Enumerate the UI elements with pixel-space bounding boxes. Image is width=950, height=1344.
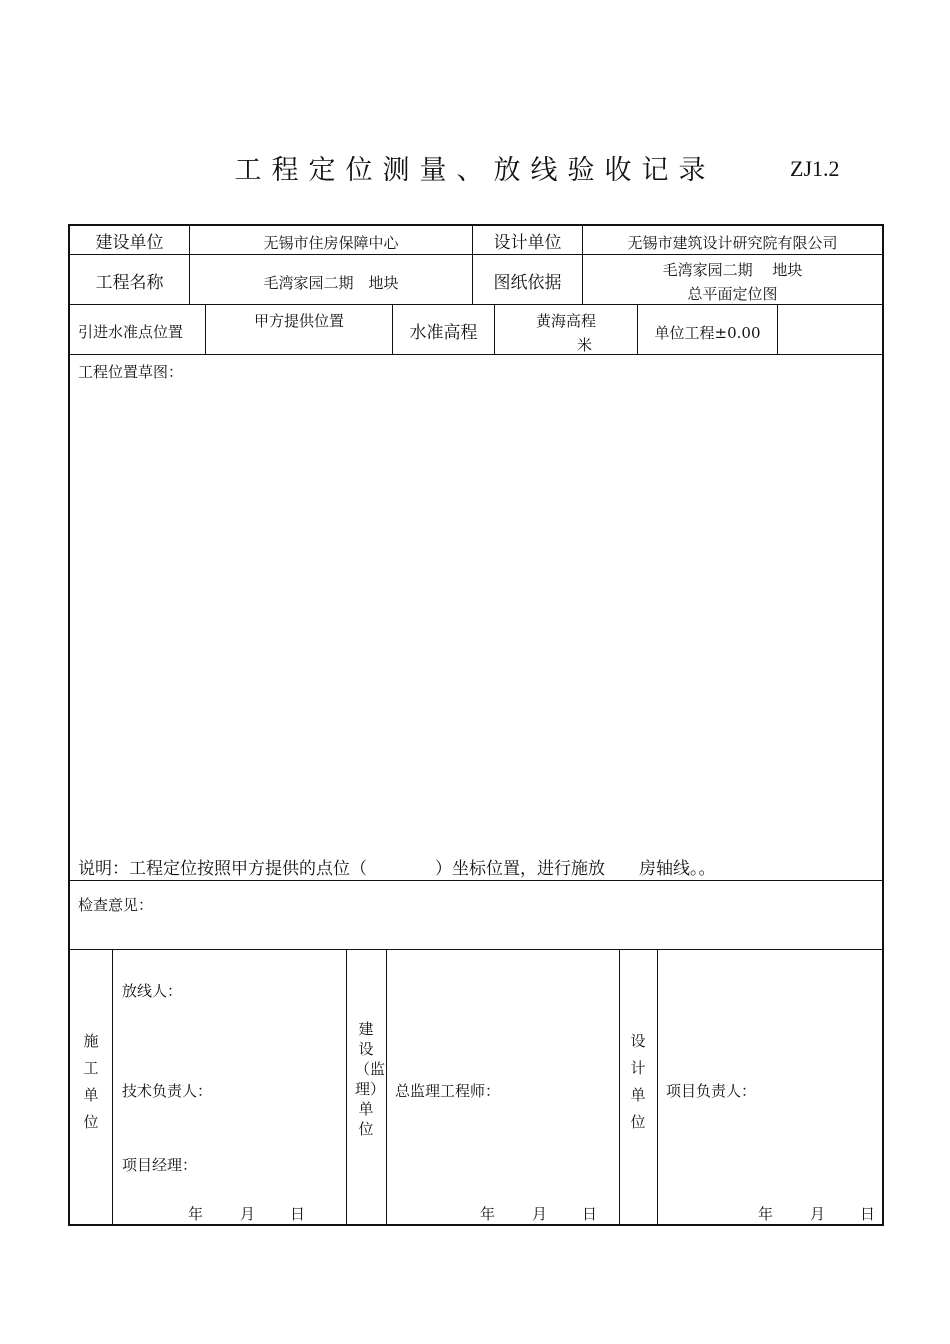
- col-divider: [619, 949, 620, 1224]
- client-value: 无锡市住房保障中心: [263, 234, 399, 252]
- benchmark-label: 引进水准点位置: [78, 323, 184, 341]
- record-form: [68, 224, 884, 1226]
- level-label: 水准高程: [409, 323, 478, 343]
- row-divider: [70, 354, 882, 355]
- supervision-unit-label: 建设（监理）单位: [355, 1020, 386, 1138]
- col-divider: [112, 949, 113, 1224]
- date-month: 月: [810, 1205, 826, 1223]
- sketch-note: 说明：工程定位按照甲方提供的点位（ ）坐标位置，进行施放 房轴线。。: [78, 859, 716, 879]
- project-name-value: 毛湾家园二期 地块: [263, 274, 399, 292]
- date-month: 月: [532, 1205, 548, 1223]
- chief-supervisor-label: 总监理工程师：: [395, 1082, 501, 1100]
- row-divider: [70, 254, 882, 255]
- date-year: 年: [480, 1205, 496, 1223]
- col-divider: [777, 304, 778, 354]
- sketch-label: 工程位置草图：: [78, 363, 184, 381]
- level-value-line2: 米: [577, 336, 593, 354]
- project-name-label: 工程名称: [95, 273, 164, 293]
- form-title: 工程定位测量、放线验收记录: [234, 155, 716, 186]
- col-divider: [657, 949, 658, 1224]
- drawing-basis-label: 图纸依据: [493, 273, 562, 293]
- designer-value: 无锡市建筑设计研究院有限公司: [627, 234, 838, 252]
- client-label: 建设单位: [95, 233, 164, 253]
- row-divider: [70, 304, 882, 305]
- project-manager-label: 项目经理：: [122, 1156, 198, 1174]
- setting-out-person-label: 放线人：: [122, 982, 183, 1000]
- row-divider: [70, 949, 882, 950]
- inspection-label: 检查意见：: [78, 896, 154, 914]
- design-project-lead-label: 项目负责人：: [666, 1082, 757, 1100]
- date-year: 年: [188, 1205, 204, 1223]
- tech-lead-label: 技术负责人：: [122, 1082, 213, 1100]
- col-divider: [386, 949, 387, 1224]
- construction-unit-label: 施工单位: [83, 1032, 99, 1131]
- date-day: 日: [582, 1205, 598, 1223]
- row-divider: [70, 880, 882, 881]
- date-year: 年: [758, 1205, 774, 1223]
- level-value-line1: 黄海高程: [535, 312, 596, 330]
- col-divider: [346, 949, 347, 1224]
- benchmark-value: 甲方提供位置: [253, 312, 344, 330]
- date-month: 月: [240, 1205, 256, 1223]
- drawing-basis-line2: 总平面定位图: [687, 285, 778, 303]
- unit-zero-label: 单位工程±0.00: [654, 324, 761, 342]
- date-day: 日: [860, 1205, 876, 1223]
- design-unit-label: 设计单位: [630, 1032, 646, 1131]
- date-day: 日: [290, 1205, 306, 1223]
- designer-label: 设计单位: [493, 233, 562, 253]
- drawing-basis-line1: 毛湾家园二期 地块: [662, 261, 803, 279]
- form-code: ZJ1.2: [790, 156, 840, 181]
